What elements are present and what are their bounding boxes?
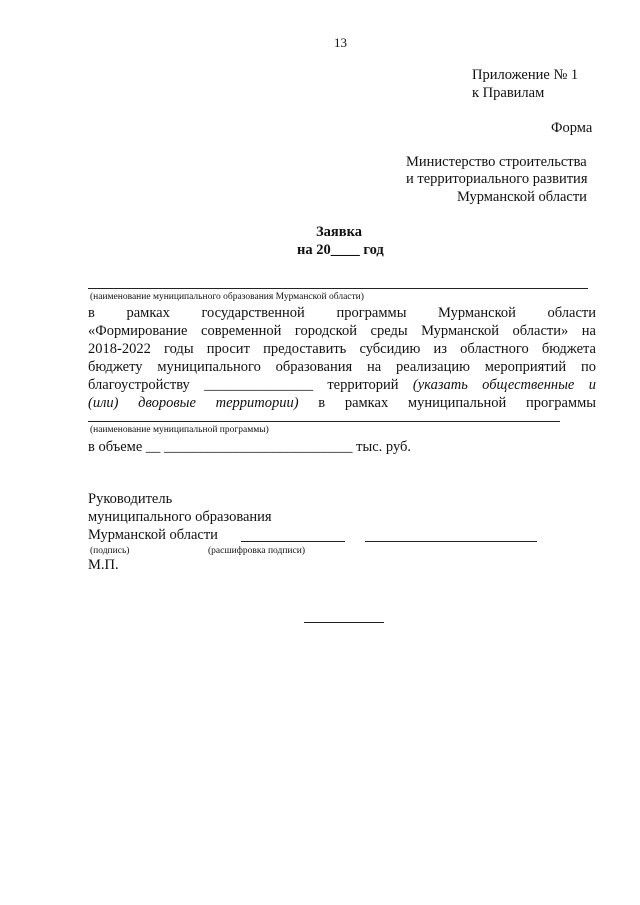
body-line-3: 2018-2022 годы просит предоставить субсидию из областного бюджета (88, 341, 596, 357)
addressee-line-3: Мурманской области (457, 189, 587, 205)
page-number: 13 (334, 35, 347, 50)
volume-line (88, 438, 411, 456)
volume-suffix: тыс. руб. (356, 439, 412, 455)
signature-line-1: Руководитель (88, 491, 173, 507)
signature-line-2: муниципального образования (88, 509, 272, 525)
body-line-1: в рамках государственной программы Мурманской области (88, 305, 596, 321)
signature-line-3: Мурманской области (88, 527, 218, 543)
territory-blank: _______________ (204, 377, 313, 393)
signature-decode-caption: (расшифровка подписи) (208, 546, 305, 556)
signature-decode-line (365, 541, 537, 542)
body-line-5 (88, 376, 596, 394)
body-line-4: бюджету муниципального образования на реализацию мероприятий по (88, 359, 596, 375)
appendix-line-2: к Правилам (472, 85, 545, 101)
body-line-5-territories: территорий (327, 377, 399, 393)
volume-prefix: в объеме (88, 439, 143, 455)
program-caption: (наименование муниципальной программы) (90, 425, 269, 435)
form-label: Форма (551, 120, 593, 136)
body-line-5-word: благоустройству (88, 377, 190, 393)
addressee-line-1: Министерство строительства (406, 154, 587, 170)
volume-blank: __ __________________________ (145, 439, 353, 455)
body-line-6-note: (или) дворовые территории) (88, 395, 299, 411)
program-name-line (88, 421, 560, 422)
body-line-2: «Формирование современной городской среды Мурманской области» на (88, 323, 596, 339)
signature-line (241, 541, 345, 542)
stamp-place: М.П. (88, 557, 119, 573)
body-line-5-note: (указать общественные и (412, 377, 596, 393)
municipality-name-line (88, 288, 588, 289)
municipality-caption: (наименование муниципального образования Мурманской области) (90, 292, 364, 302)
end-divider (304, 622, 384, 623)
appendix-line-1: Приложение № 1 (472, 67, 579, 83)
document-title: Заявка (316, 224, 362, 240)
document-year: на 20____ год (297, 242, 384, 258)
body-line-6 (88, 394, 596, 412)
body-line-6-program: в рамках муниципальной программы (318, 395, 596, 411)
signature-caption: (подпись) (90, 546, 130, 556)
addressee-line-2: и территориального развития (406, 171, 588, 187)
